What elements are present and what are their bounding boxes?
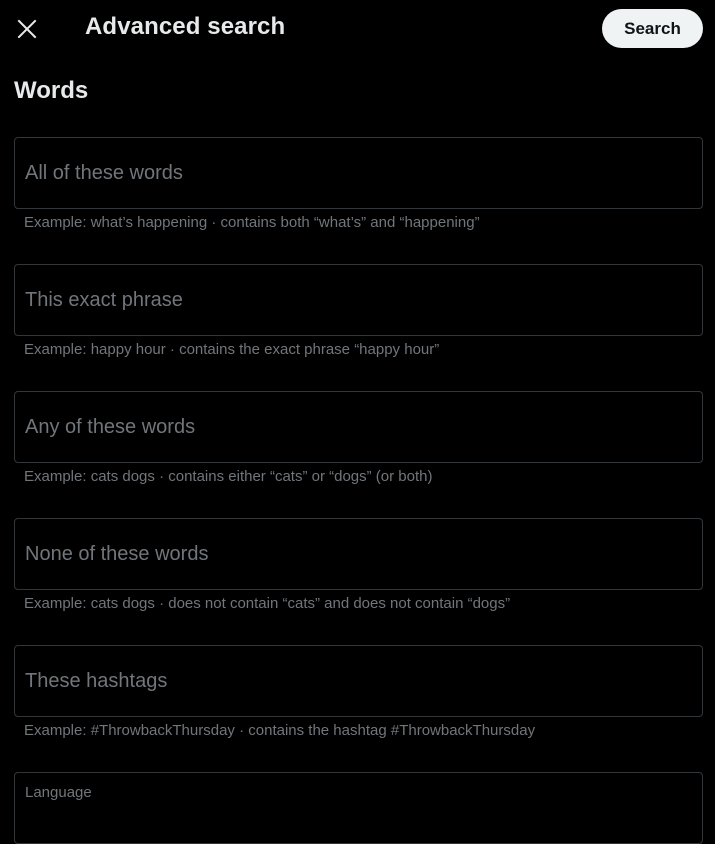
language-select[interactable] bbox=[14, 772, 703, 844]
hashtags-input[interactable] bbox=[15, 646, 702, 716]
hashtags-hint: Example: #ThrowbackThursday · contains the hashtag #ThrowbackThursday bbox=[24, 722, 536, 739]
all-words-hint: Example: what’s happening · contains both “what’s” and “happening” bbox=[24, 214, 480, 231]
section-title-words: Words bbox=[14, 77, 89, 104]
close-button[interactable] bbox=[8, 10, 46, 48]
none-words-field[interactable] bbox=[14, 518, 703, 590]
any-words-hint: Example: cats dogs · contains either “cats” or “dogs” (or both) bbox=[24, 468, 433, 485]
page-title: Advanced search bbox=[85, 13, 286, 40]
search-button[interactable]: Search bbox=[602, 9, 703, 48]
all-words-input[interactable] bbox=[15, 138, 702, 208]
close-icon bbox=[17, 19, 37, 39]
header bbox=[0, 0, 715, 58]
hashtags-field[interactable] bbox=[14, 645, 703, 717]
exact-phrase-hint: Example: happy hour · contains the exact phrase “happy hour” bbox=[24, 341, 440, 358]
none-words-hint: Example: cats dogs · does not contain “cats” and does not contain “dogs” bbox=[24, 595, 511, 612]
any-words-field[interactable] bbox=[14, 391, 703, 463]
all-words-field[interactable] bbox=[14, 137, 703, 209]
any-words-input[interactable] bbox=[15, 392, 702, 462]
exact-phrase-field[interactable] bbox=[14, 264, 703, 336]
none-words-input[interactable] bbox=[15, 519, 702, 589]
exact-phrase-input[interactable] bbox=[15, 265, 702, 335]
language-label: Language bbox=[25, 784, 92, 801]
